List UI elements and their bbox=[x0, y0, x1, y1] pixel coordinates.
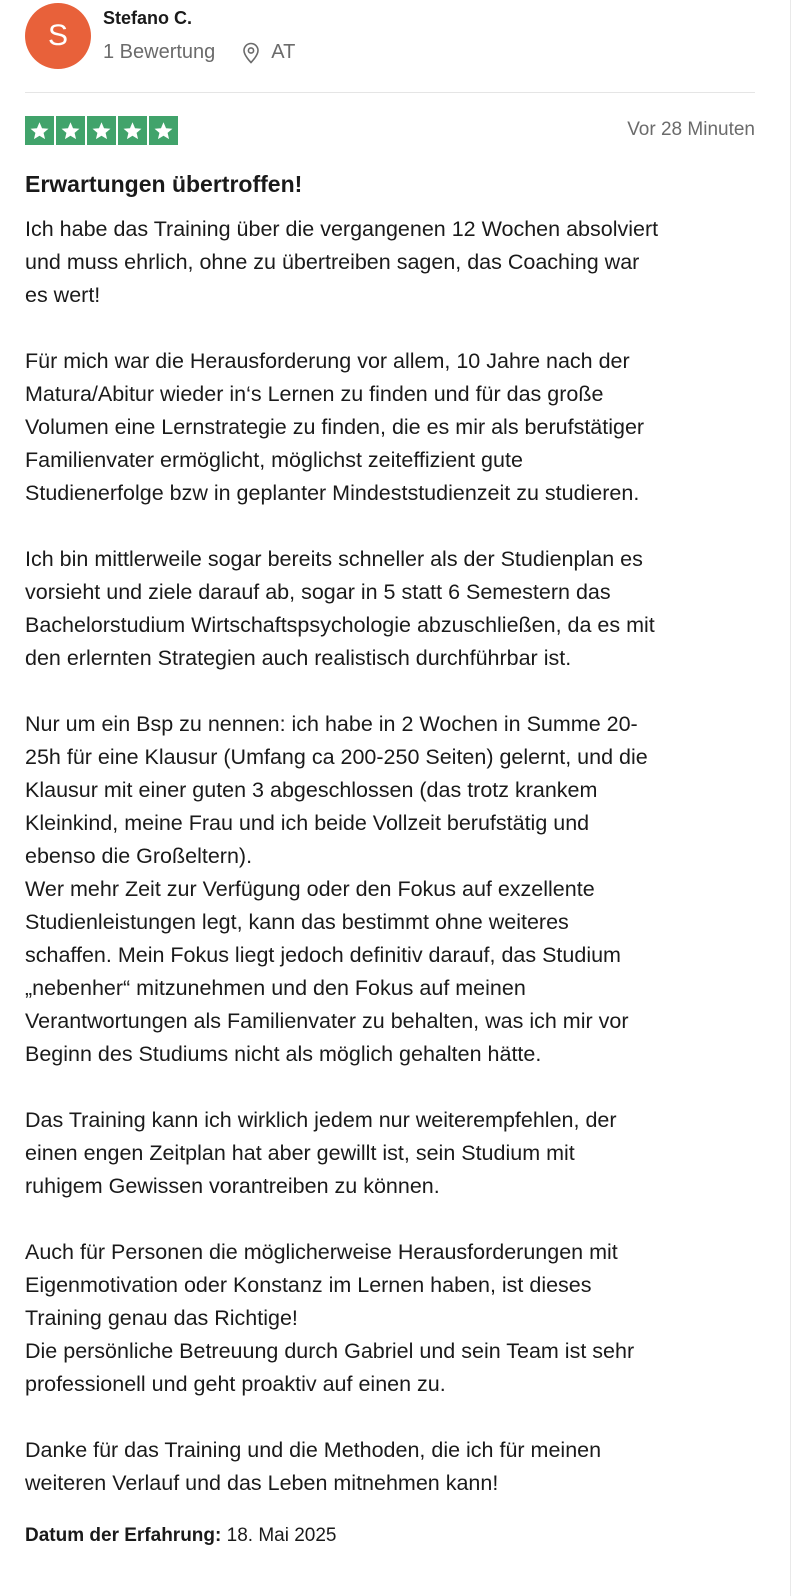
review-line: „nebenher“ mitzunehmen und den Fokus auf meinen bbox=[25, 976, 526, 1000]
review-line: Bachelorstudium Wirtschaftspsychologie abzuschließen, da es mit bbox=[25, 613, 655, 637]
reviewer-meta bbox=[103, 41, 295, 64]
experience-date bbox=[25, 1525, 337, 1547]
review-line: ebenso die Großeltern). bbox=[25, 844, 253, 868]
review-line: den erlernten Strategien auch realistisch durchführbar ist. bbox=[25, 646, 572, 670]
star-icon bbox=[149, 116, 178, 145]
review-line: Auch für Personen die möglicherweise Herausforderungen mit bbox=[25, 1240, 618, 1264]
review-line: Wer mehr Zeit zur Verfügung oder den Fokus auf exzellente bbox=[25, 877, 595, 901]
review-body bbox=[25, 213, 765, 1500]
review-line: Beginn des Studiums nicht als möglich gehalten hätte. bbox=[25, 1042, 542, 1066]
review-paragraph bbox=[25, 1434, 765, 1500]
review-line: einen engen Zeitplan hat aber gewillt ist, sein Studium mit bbox=[25, 1141, 575, 1165]
star-icon bbox=[87, 116, 116, 145]
page-edge-divider bbox=[790, 0, 791, 1596]
location-pin-icon bbox=[241, 42, 261, 64]
header-divider bbox=[25, 92, 755, 93]
review-paragraph bbox=[25, 213, 765, 312]
review-line: Studienerfolge bzw in geplanter Mindeststudienzeit zu studieren. bbox=[25, 481, 640, 505]
review-line: weiteren Verlauf und das Leben mitnehmen kann! bbox=[25, 1471, 499, 1495]
review-line: und muss ehrlich, ohne zu übertreiben sagen, das Coaching war bbox=[25, 250, 640, 274]
review-line: Verantwortungen als Familienvater zu behalten, was ich mir vor bbox=[25, 1009, 629, 1033]
review-line: es wert! bbox=[25, 283, 101, 307]
star-icon bbox=[56, 116, 85, 145]
experience-date-label: Datum der Erfahrung: bbox=[25, 1525, 222, 1546]
review-line: Ich habe das Training über die vergangenen 12 Wochen absolviert bbox=[25, 217, 659, 241]
reviewer-name[interactable]: Stefano C. bbox=[103, 8, 193, 28]
reviewer-country: AT bbox=[271, 41, 296, 63]
review-line: Ich bin mittlerweile sogar bereits schneller als der Studienplan es bbox=[25, 547, 643, 571]
review-line: ruhigem Gewissen vorantreiben zu können. bbox=[25, 1174, 440, 1198]
review-paragraph bbox=[25, 345, 765, 510]
review-paragraph bbox=[25, 708, 765, 1071]
star-icon bbox=[118, 116, 147, 145]
review-line: professionell und geht proaktiv auf einen zu. bbox=[25, 1372, 446, 1396]
review-line: Die persönliche Betreuung durch Gabriel und sein Team ist sehr bbox=[25, 1339, 635, 1363]
experience-date-value: 18. Mai 2025 bbox=[226, 1525, 337, 1546]
review-line: Studienleistungen legt, kann das bestimmt ohne weiteres bbox=[25, 910, 569, 934]
avatar-initial: S bbox=[47, 19, 68, 52]
review-paragraph bbox=[25, 1104, 765, 1203]
review-count: 1 Bewertung bbox=[103, 41, 216, 63]
avatar[interactable] bbox=[25, 3, 91, 69]
review-line: 25h für eine Klausur (Umfang ca 200-250 Seiten) gelernt, und die bbox=[25, 745, 648, 769]
review-timestamp: Vor 28 Minuten bbox=[627, 119, 755, 140]
review-line: Kleinkind, meine Frau und ich beide Vollzeit berufstätig und bbox=[25, 811, 590, 835]
review-line: Für mich war die Herausforderung vor allem, 10 Jahre nach der bbox=[25, 349, 630, 373]
star-icon bbox=[25, 116, 54, 145]
review-line: schaffen. Mein Fokus liegt jedoch definitiv darauf, das Studium bbox=[25, 943, 621, 967]
review-line: vorsieht und ziele darauf ab, sogar in 5 statt 6 Semestern das bbox=[25, 580, 611, 604]
review-paragraph bbox=[25, 543, 765, 675]
review-line: Nur um ein Bsp zu nennen: ich habe in 2 Wochen in Summe 20- bbox=[25, 712, 638, 736]
review-line: Eigenmotivation oder Konstanz im Lernen haben, ist dieses bbox=[25, 1273, 592, 1297]
review-line: Familienvater ermöglicht, möglichst zeiteffizient gute bbox=[25, 448, 523, 472]
star-rating bbox=[25, 116, 180, 145]
review-paragraph bbox=[25, 1236, 765, 1401]
review-line: Das Training kann ich wirklich jedem nur weiterempfehlen, der bbox=[25, 1108, 617, 1132]
review-line: Matura/Abitur wieder in‘s Lernen zu finden und für das große bbox=[25, 382, 604, 406]
review-title[interactable]: Erwartungen übertroffen! bbox=[25, 171, 303, 197]
reviewer-header bbox=[25, 3, 745, 69]
review-line: Klausur mit einer guten 3 abgeschlossen (das trotz krankem bbox=[25, 778, 598, 802]
review-line: Training genau das Richtige! bbox=[25, 1306, 298, 1330]
review-line: Danke für das Training und die Methoden, die ich für meinen bbox=[25, 1438, 602, 1462]
review-line: Volumen eine Lernstrategie zu finden, die es mir als berufstätiger bbox=[25, 415, 645, 439]
